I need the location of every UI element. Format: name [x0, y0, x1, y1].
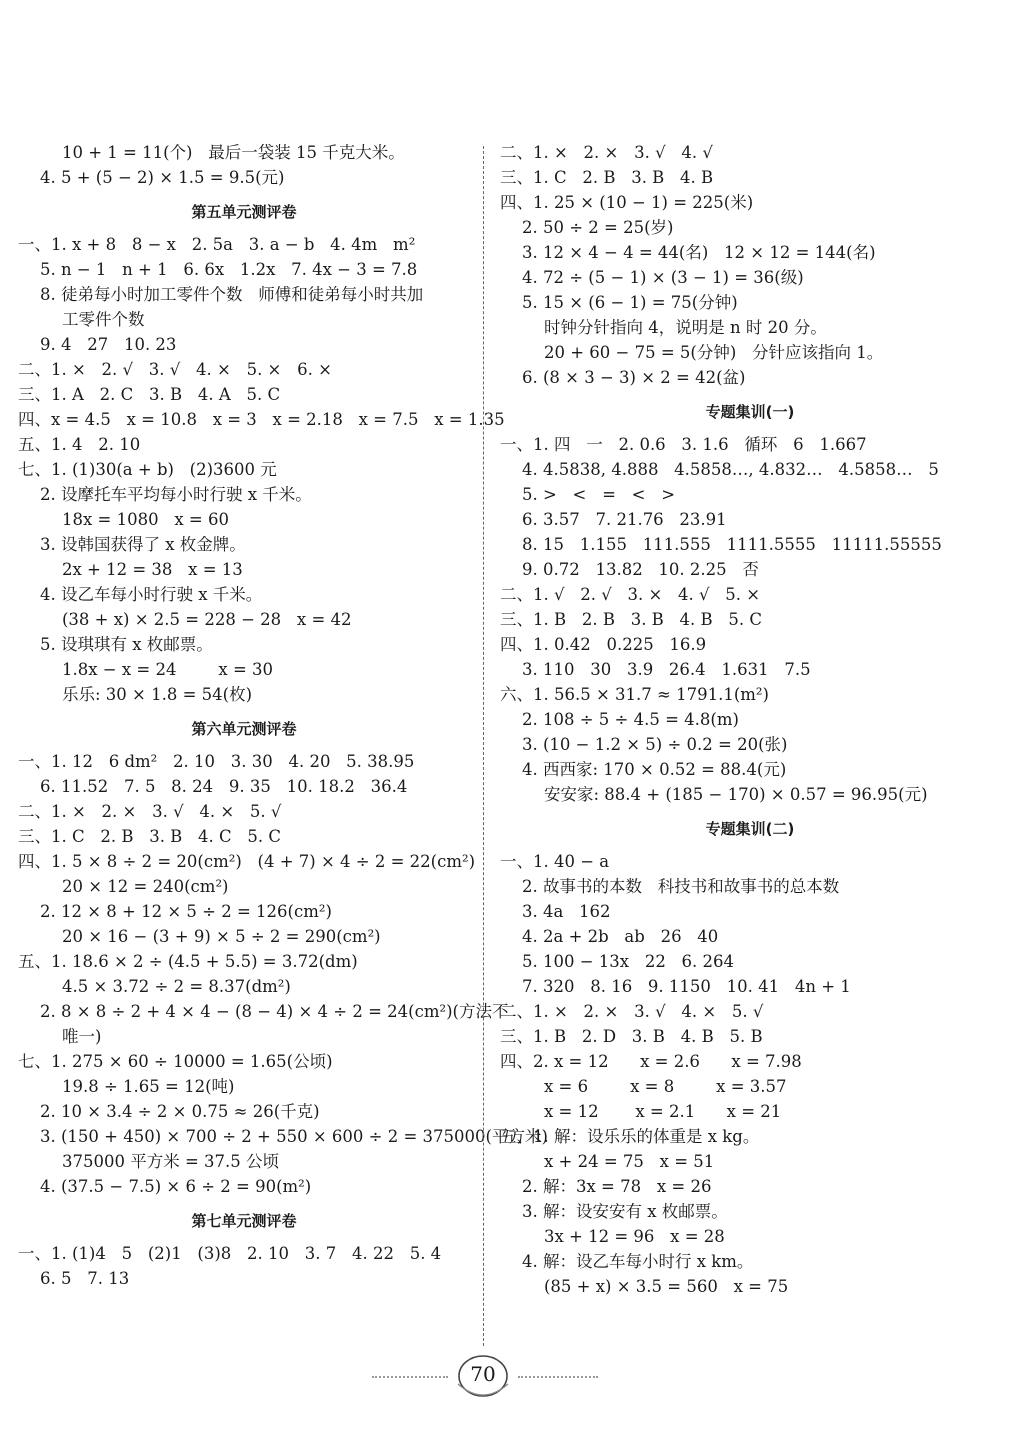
answer-line: 一、1. x + 8 8 − x 2. 5a 3. a − b 4. 4m m² [18, 235, 416, 254]
answer-line: 四、2. x = 12 x = 2.6 x = 7.98 [500, 1052, 802, 1071]
answer-line: 4. 解：设乙车每小时行 x km。 [522, 1252, 754, 1271]
section-heading: 专题集训(一) [705, 403, 795, 421]
answer-line: 七、1. (1)30(a + b) (2)3600 元 [18, 460, 277, 479]
page-number-badge [452, 1354, 514, 1402]
footer-dots-right [518, 1376, 598, 1378]
answer-line: 2. 50 ÷ 2 = 25(岁) [522, 218, 674, 237]
answer-line: 一、1. 四 一 2. 0.6 3. 1.6 循环 6 1.667 [500, 435, 867, 454]
answer-line: 5. 15 × (6 − 1) = 75(分钟) [522, 293, 738, 312]
answer-line: 10 + 1 = 11(个) 最后一袋装 15 千克大米。 [62, 143, 405, 162]
answer-line: 一、1. (1)4 5 (2)1 (3)8 2. 10 3. 7 4. 22 5. 4 [18, 1244, 442, 1263]
answer-line: x = 12 x = 2.1 x = 21 [544, 1102, 782, 1121]
answer-line: 2. 设摩托车平均每小时行驶 x 千米。 [40, 485, 312, 504]
answer-line: 4. 2a + 2b ab 26 40 [522, 927, 719, 946]
answer-line: 2. 8 × 8 ÷ 2 + 4 × 4 − (8 − 4) × 4 ÷ 2 = 24(cm²)(方法不 [40, 1002, 509, 1021]
answer-line: 4. 设乙车每小时行驶 x 千米。 [40, 585, 263, 604]
answer-line: 2x + 12 = 38 x = 13 [62, 560, 243, 579]
answer-line: 4. 5 + (5 − 2) × 1.5 = 9.5(元) [40, 168, 285, 187]
answer-line: 三、1. B 2. D 3. B 4. B 5. B [500, 1027, 763, 1046]
answer-line: 乐乐: 30 × 1.8 = 54(枚) [62, 685, 253, 704]
answer-line: 四、1. 0.42 0.225 16.9 [500, 635, 707, 654]
answer-line: x = 6 x = 8 x = 3.57 [544, 1077, 787, 1096]
answer-line: 5. > < = < > [522, 485, 676, 504]
answer-line: 唯一) [62, 1027, 102, 1046]
answer-line: 6. (8 × 3 − 3) × 2 = 42(盆) [522, 368, 746, 387]
answer-line: (38 + x) × 2.5 = 228 − 28 x = 42 [62, 610, 352, 629]
answer-line: 5. n − 1 n + 1 6. 6x 1.2x 7. 4x − 3 = 7.8 [40, 260, 418, 279]
answer-line: 4. 4.5838, 4.888 4.5858…, 4.832… 4.5858… 5 [522, 460, 939, 479]
answer-line: 五、1. 解：设乐乐的体重是 x kg。 [500, 1127, 760, 1146]
answer-line: 3. 110 30 3.9 26.4 1.631 7.5 [522, 660, 811, 679]
answer-line: 工零件个数 [62, 310, 145, 329]
answer-line: 4. 72 ÷ (5 − 1) × (3 − 1) = 36(级) [522, 268, 804, 287]
answer-line: 二、1. × 2. √ 3. √ 4. × 5. × 6. × [18, 360, 332, 379]
answer-line: 5. 设琪琪有 x 枚邮票。 [40, 635, 213, 654]
answer-line: 六、1. 56.5 × 31.7 ≈ 1791.1(m²) [500, 685, 769, 704]
answer-line: (85 + x) × 3.5 = 560 x = 75 [544, 1277, 789, 1296]
answer-line: 一、1. 40 − a [500, 852, 610, 871]
answer-line: 三、1. A 2. C 3. B 4. A 5. C [18, 385, 281, 404]
answer-line: 四、x = 4.5 x = 10.8 x = 3 x = 2.18 x = 7.5 x = 1.35 [18, 410, 505, 429]
answer-line: 20 × 12 = 240(cm²) [62, 877, 229, 896]
answer-line: 七、1. 275 × 60 ÷ 10000 = 1.65(公顷) [18, 1052, 333, 1071]
answer-line: 3. 解：设安安有 x 枚邮票。 [522, 1202, 728, 1221]
answer-line: 四、1. 25 × (10 − 1) = 225(米) [500, 193, 754, 212]
answer-line: 2. 故事书的本数 科技书和故事书的总本数 [522, 877, 840, 896]
answer-line: 二、1. × 2. × 3. √ 4. √ [500, 143, 713, 162]
answer-line: 5. 100 − 13x 22 6. 264 [522, 952, 735, 971]
answer-line: 8. 15 1.155 111.555 1111.5555 11111.55555 [522, 535, 942, 554]
answer-line: 三、1. C 2. B 3. B 4. B [500, 168, 714, 187]
answer-line: 4.5 × 3.72 ÷ 2 = 8.37(dm²) [62, 977, 291, 996]
answer-line: 20 × 16 − (3 + 9) × 5 ÷ 2 = 290(cm²) [62, 927, 381, 946]
answer-line: 4. 西西家: 170 × 0.52 = 88.4(元) [522, 760, 787, 779]
section-heading: 专题集训(二) [705, 820, 795, 838]
answer-line: 1.8x − x = 24 x = 30 [62, 660, 274, 679]
answer-line: 3. 12 × 4 − 4 = 44(名) 12 × 12 = 144(名) [522, 243, 876, 262]
answer-line: 8. 徒弟每小时加工零件个数 师傅和徒弟每小时共加 [40, 285, 424, 304]
page-number: 70 [470, 1362, 496, 1386]
right-column [500, 140, 1000, 1299]
answer-line: 二、1. √ 2. √ 3. × 4. √ 5. × [500, 585, 761, 604]
answer-line: 2. 12 × 8 + 12 × 5 ÷ 2 = 126(cm²) [40, 902, 332, 921]
answer-line: 安安家: 88.4 + (185 − 170) × 0.57 = 96.95(元) [544, 785, 928, 804]
answer-line: 375000 平方米 = 37.5 公顷 [62, 1152, 280, 1171]
answer-line: 6. 11.52 7. 5 8. 24 9. 35 10. 18.2 36.4 [40, 777, 408, 796]
page-footer [0, 1352, 1024, 1422]
answer-line: 18x = 1080 x = 60 [62, 510, 229, 529]
answer-line: 6. 5 7. 13 [40, 1269, 130, 1288]
answer-line: 五、1. 18.6 × 2 ÷ (4.5 + 5.5) = 3.72(dm) [18, 952, 358, 971]
answer-line: 3. 4a 162 [522, 902, 611, 921]
answer-line: 19.8 ÷ 1.65 = 12(吨) [62, 1077, 235, 1096]
answer-line: 7. 320 8. 16 9. 1150 10. 41 4n + 1 [522, 977, 851, 996]
column-divider [483, 146, 484, 1346]
answer-line: 3. 设韩国获得了 x 枚金牌。 [40, 535, 246, 554]
answer-line: 3. (150 + 450) × 700 ÷ 2 + 550 × 600 ÷ 2 = 375000(平方米) [40, 1127, 548, 1146]
answer-line: 3x + 12 = 96 x = 28 [544, 1227, 725, 1246]
answer-line: 2. 10 × 3.4 ÷ 2 × 0.75 ≈ 26(千克) [40, 1102, 320, 1121]
answer-line: x + 24 = 75 x = 51 [544, 1152, 715, 1171]
section-heading: 第六单元测评卷 [191, 720, 297, 738]
answer-line: 3. (10 − 1.2 × 5) ÷ 0.2 = 20(张) [522, 735, 788, 754]
answer-line: 一、1. 12 6 dm² 2. 10 3. 30 4. 20 5. 38.95 [18, 752, 415, 771]
answer-line: 2. 解：3x = 78 x = 26 [522, 1177, 712, 1196]
answer-line: 二、1. × 2. × 3. √ 4. × 5. √ [18, 802, 282, 821]
answer-line: 20 + 60 − 75 = 5(分钟) 分针应该指向 1。 [544, 343, 884, 362]
left-column [18, 140, 548, 1291]
answer-line: 4. (37.5 − 7.5) × 6 ÷ 2 = 90(m²) [40, 1177, 312, 1196]
answer-line: 三、1. C 2. B 3. B 4. C 5. C [18, 827, 282, 846]
section-heading: 第五单元测评卷 [191, 203, 297, 221]
answer-line: 二、1. × 2. × 3. √ 4. × 5. √ [500, 1002, 764, 1021]
footer-dots-left [372, 1376, 448, 1378]
section-heading: 第七单元测评卷 [191, 1212, 297, 1230]
answer-line: 三、1. B 2. B 3. B 4. B 5. C [500, 610, 763, 629]
answer-line: 9. 4 27 10. 23 [40, 335, 177, 354]
answer-line: 五、1. 4 2. 10 [18, 435, 141, 454]
answer-line: 6. 3.57 7. 21.76 23.91 [522, 510, 727, 529]
answer-line: 2. 108 ÷ 5 ÷ 4.5 = 4.8(m) [522, 710, 739, 729]
answer-line: 9. 0.72 13.82 10. 2.25 否 [522, 560, 759, 579]
answer-line: 四、1. 5 × 8 ÷ 2 = 20(cm²) (4 + 7) × 4 ÷ 2 = 22(cm²) [18, 852, 476, 871]
answer-line: 时钟分针指向 4，说明是 n 时 20 分。 [544, 318, 827, 337]
